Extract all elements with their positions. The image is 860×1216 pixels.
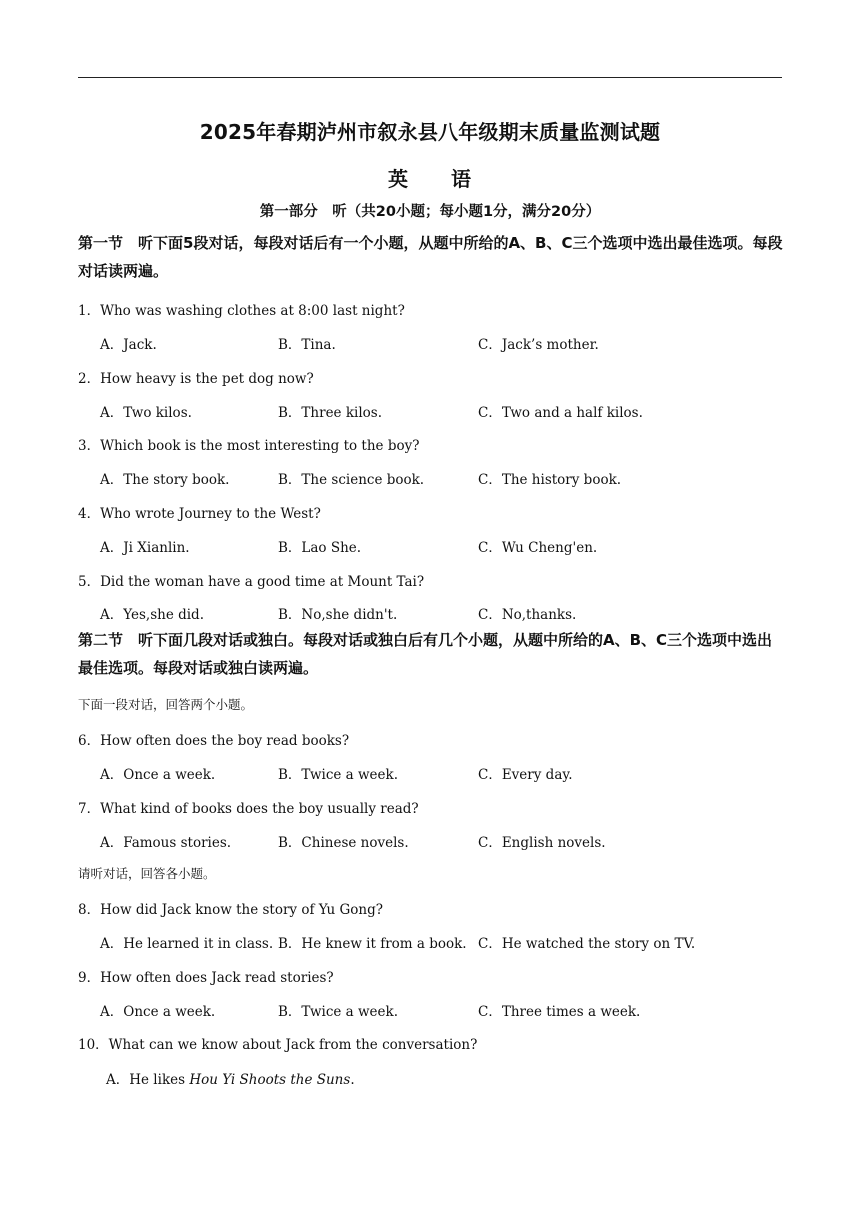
q9-option-c: C．Three times a week. — [478, 1004, 641, 1020]
question-5: 5．Did the woman have a good time at Mount Tai? — [78, 574, 425, 590]
q6-option-b: B．Twice a week. — [278, 767, 399, 783]
q1-option-b: B．Tina. — [278, 337, 336, 353]
question-4: 4．Who wrote Journey to the West? — [78, 506, 321, 522]
top-rule — [78, 77, 782, 78]
q10-option-a-prefix: A．He likes — [106, 1072, 190, 1088]
subject-heading: 英 语 — [388, 167, 472, 191]
q6-option-a: A．Once a week. — [100, 767, 216, 783]
q6-option-c: C．Every day. — [478, 767, 573, 783]
section1-instructions: 第一节 听下面5段对话，每段对话后有一个小题，从题中所给的A、B、C三个选项中选出最佳选项。每段对话读两遍。 — [78, 234, 783, 280]
q7-option-a: A．Famous stories. — [100, 835, 232, 851]
page-title: 2025年春期泸州市叙永县八年级期末质量监测试题 — [199, 120, 661, 144]
question-10: 10．What can we know about Jack from the conversation? — [78, 1037, 478, 1053]
q8-option-a: A．He learned it in class. — [100, 936, 274, 952]
q4-option-c: C．Wu Cheng'en. — [478, 540, 598, 556]
question-9: 9．How often does Jack read stories? — [78, 970, 334, 986]
q9-option-a: A．Once a week. — [100, 1004, 216, 1020]
q3-option-c: C．The history book. — [478, 472, 622, 488]
question-2: 2．How heavy is the pet dog now? — [78, 371, 314, 387]
question-6: 6．How often does the boy read books? — [78, 733, 350, 749]
q8-option-b: B．He knew it from a book. — [278, 936, 467, 952]
q2-option-a: A．Two kilos. — [100, 405, 192, 421]
question-3: 3．Which book is the most interesting to the boy? — [78, 438, 420, 454]
q7-option-c: C．English novels. — [478, 835, 606, 851]
q3-option-a: A．The story book. — [100, 472, 230, 488]
listening-note-2: 请听对话，回答各小题。 — [78, 866, 216, 881]
q10-option-a-suffix: . — [350, 1072, 355, 1088]
q7-option-b: B．Chinese novels. — [278, 835, 409, 851]
q8-option-c: C．He watched the story on TV. — [478, 936, 696, 952]
listening-note-1: 下面一段对话，回答两个小题。 — [78, 697, 254, 712]
part1-heading: 第一部分 听（共20小题；每小题1分，满分20分） — [259, 204, 601, 220]
q5-option-b: B．No,she didn't. — [278, 607, 398, 623]
q3-option-b: B．The science book. — [278, 472, 425, 488]
question-8: 8．How did Jack know the story of Yu Gong? — [78, 902, 383, 918]
question-7: 7．What kind of books does the boy usually read? — [78, 801, 419, 817]
q1-option-a: A．Jack. — [100, 337, 157, 353]
q10-option-a — [106, 1068, 355, 1088]
q5-option-a: A．Yes,she did. — [100, 607, 204, 623]
question-1: 1．Who was washing clothes at 8:00 last night? — [78, 303, 405, 319]
q9-option-b: B．Twice a week. — [278, 1004, 399, 1020]
q4-option-b: B．Lao She. — [278, 540, 362, 556]
q4-option-a: A．Ji Xianlin. — [100, 540, 190, 556]
q5-option-c: C．No,thanks. — [478, 607, 577, 623]
q10-option-a-book-title: Hou Yi Shoots the Suns — [189, 1072, 351, 1088]
section2-instructions: 第二节 听下面几段对话或独白。每段对话或独白后有几个小题，从题中所给的A、B、C三个选项中选出最佳选项。每段对话或独白读两遍。 — [78, 631, 773, 677]
q1-option-c: C．Jack’s mother. — [478, 337, 599, 353]
q2-option-c: C．Two and a half kilos. — [478, 405, 643, 421]
q2-option-b: B．Three kilos. — [278, 405, 383, 421]
